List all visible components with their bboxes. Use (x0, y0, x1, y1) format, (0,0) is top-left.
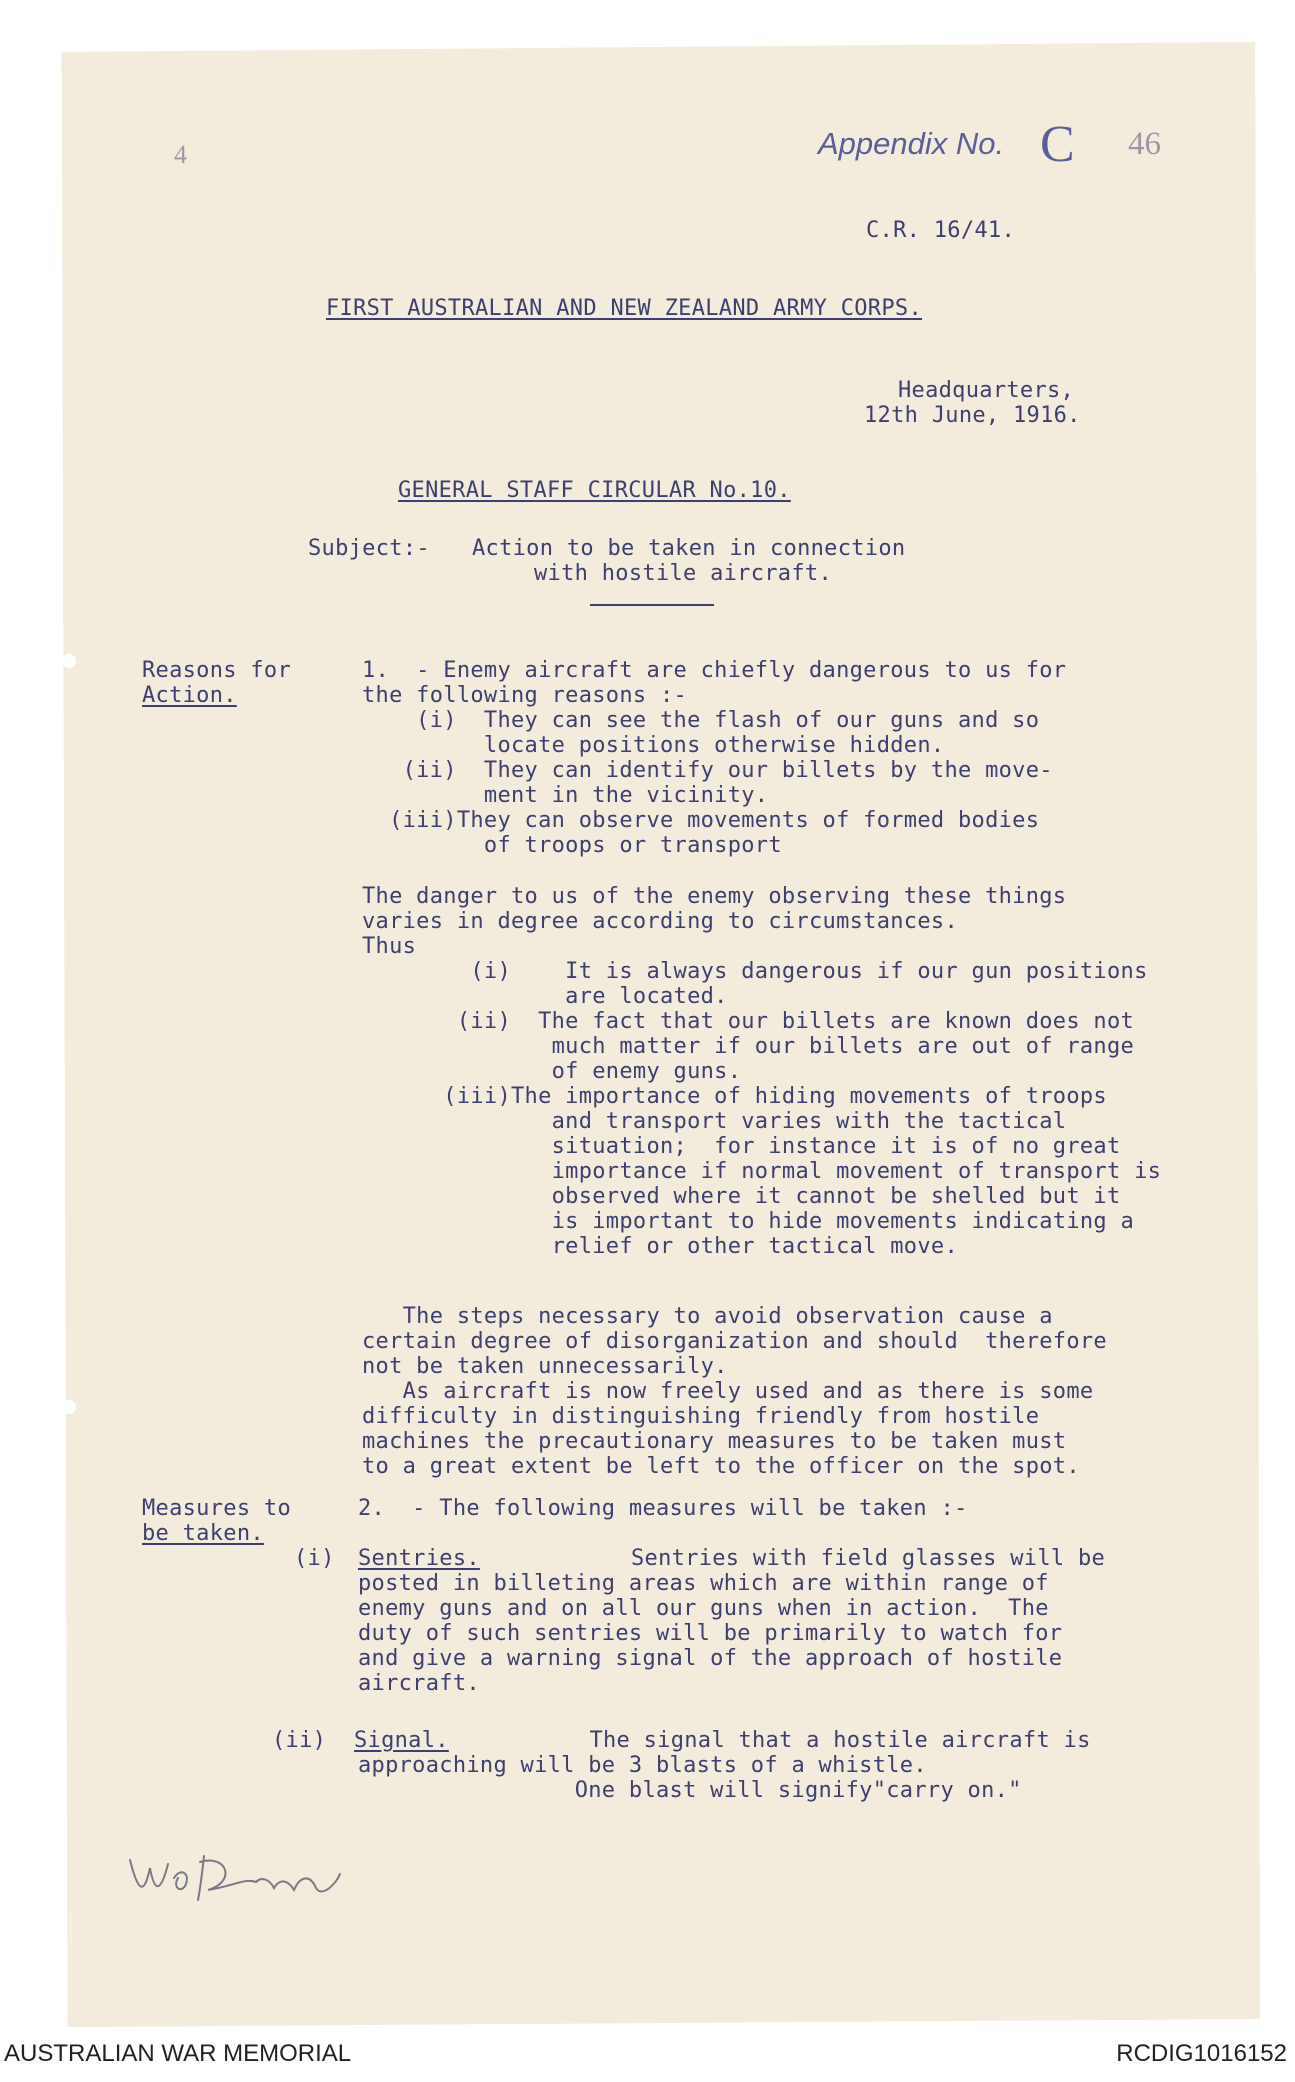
text-line: relief or other tactical move. (362, 1234, 958, 1259)
item-number: (i) (294, 1546, 335, 1571)
measures-intro: 2. - The following measures will be taken :- (358, 1496, 968, 1521)
text-line: situation; for instance it is of no great (362, 1134, 1121, 1159)
text-line: One blast will signify"carry on." (358, 1778, 1022, 1803)
punch-hole (62, 1400, 76, 1414)
text-line: locate positions otherwise hidden. (362, 733, 945, 758)
dateline-place: Headquarters, (898, 378, 1075, 403)
side-label: Reasons for (142, 658, 291, 683)
text-line: aircraft. (358, 1671, 480, 1696)
text-line: varies in degree according to circumstances. (362, 909, 958, 934)
item-number: (ii) (272, 1728, 327, 1753)
text-line: Thus (362, 934, 417, 959)
text-line: are located. (362, 984, 728, 1009)
subject-line: with hostile aircraft. (534, 561, 832, 586)
text-line: (ii) The fact that our billets are known does not (362, 1009, 1135, 1034)
item-heading: Signal. (354, 1728, 449, 1753)
text-line: of enemy guns. (362, 1059, 742, 1084)
text-line: enemy guns and on all our guns when in action. The (358, 1596, 1049, 1621)
text-line: duty of such sentries will be primarily to watch for (358, 1621, 1063, 1646)
text-line: 1. - Enemy aircraft are chiefly dangerous to us for (362, 658, 1067, 683)
text-line: posted in billeting areas which are within range of (358, 1571, 1049, 1596)
text-line: the following reasons :- (362, 683, 688, 708)
text-line: importance if normal movement of transport is (362, 1159, 1162, 1184)
text-line: much matter if our billets are out of range (362, 1034, 1135, 1059)
text-line: (ii) They can identify our billets by the move- (362, 758, 1053, 783)
side-label: Action. (142, 683, 237, 708)
text-line: certain degree of disorganization and should therefore (362, 1329, 1107, 1354)
signature (124, 1838, 354, 1918)
circular-title: GENERAL STAFF CIRCULAR No.10. (398, 478, 791, 503)
text-line: approaching will be 3 blasts of a whistle. (358, 1753, 927, 1778)
text-line: ment in the vicinity. (362, 783, 769, 808)
subject-label: Subject:- (308, 536, 430, 561)
side-label: be taken. (142, 1521, 264, 1546)
text-line: (i) They can see the flash of our guns and so (362, 708, 1040, 733)
item-heading: Sentries. (358, 1546, 480, 1571)
document-title: FIRST AUSTRALIAN AND NEW ZEALAND ARMY CORPS. (326, 296, 922, 321)
footer-right: RCDIG1016152 (1116, 2040, 1287, 2067)
text-line: The danger to us of the enemy observing these things (362, 884, 1067, 909)
text-line: As aircraft is now freely used and as there is some (362, 1379, 1094, 1404)
side-label: Measures to (142, 1496, 291, 1521)
page-number: 46 (1128, 126, 1161, 162)
dateline-date: 12th June, 1916. (864, 403, 1081, 428)
subject-rule (590, 604, 714, 606)
text-line: is important to hide movements indicating a (362, 1209, 1135, 1234)
text-line: of troops or transport (362, 833, 782, 858)
text-line: machines the precautionary measures to be taken must (362, 1429, 1067, 1454)
footer-left: AUSTRALIAN WAR MEMORIAL (4, 2040, 352, 2067)
text-line: (i) It is always dangerous if our gun positions (362, 959, 1148, 984)
text-line: The steps necessary to avoid observation cause a (362, 1304, 1053, 1329)
text-line: and give a warning signal of the approach of hostile (358, 1646, 1063, 1671)
margin-mark: 4 (174, 140, 187, 169)
text-line: to a great extent be left to the officer on the spot. (362, 1454, 1080, 1479)
subject-line: Action to be taken in connection (472, 536, 906, 561)
appendix-label: Appendix No. (818, 126, 1005, 161)
reference-number: C.R. 16/41. (866, 218, 1015, 243)
item-first-line: The signal that a hostile aircraft is (454, 1728, 1091, 1753)
text-line: not be taken unnecessarily. (362, 1354, 728, 1379)
punch-hole (62, 654, 76, 668)
item-first-line: Sentries with field glasses will be (482, 1546, 1106, 1571)
text-line: (iii)The importance of hiding movements of troops (362, 1084, 1107, 1109)
text-line: and transport varies with the tactical (362, 1109, 1067, 1134)
text-line: observed where it cannot be shelled but it (362, 1184, 1121, 1209)
appendix-letter: C (1040, 116, 1075, 173)
text-line: difficulty in distinguishing friendly from hostile (362, 1404, 1040, 1429)
text-line: (iii)They can observe movements of formed bodies (362, 808, 1040, 833)
